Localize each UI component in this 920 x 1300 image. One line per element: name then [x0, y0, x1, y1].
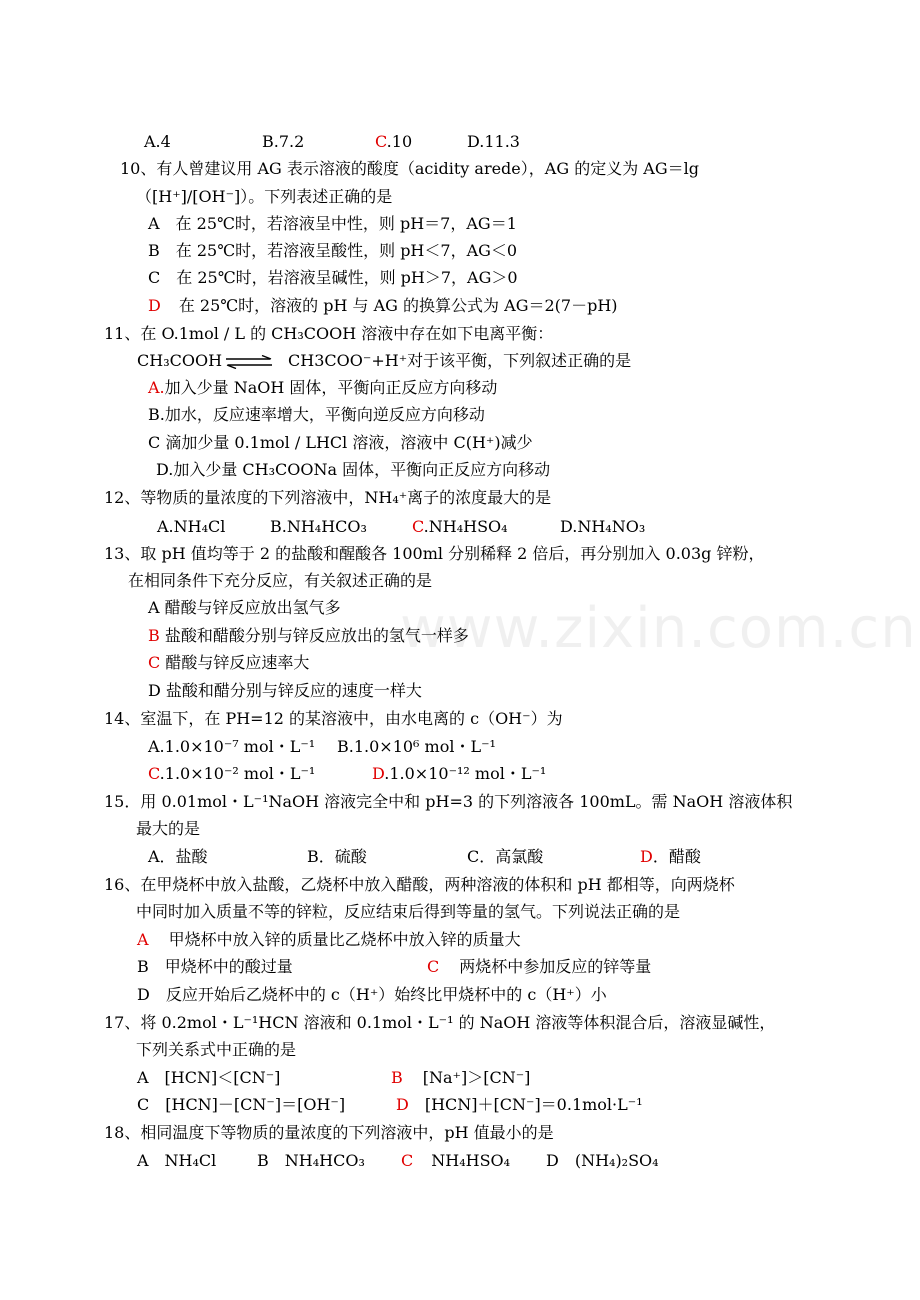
answer-mark: C — [427, 957, 440, 976]
q15-option-b: B．硫酸 — [307, 847, 367, 866]
q18-option-d: D (NH₄)₂SO₄ — [546, 1151, 659, 1170]
q9-option-b: B.7.2 — [262, 132, 305, 151]
answer-mark: B — [148, 626, 160, 645]
q15-stem: 15．用 0.01mol・L⁻¹NaOH 溶液完全中和 pH=3 的下列溶液各 100mL。需 NaOH 溶液体积 — [104, 792, 793, 811]
q16-stem-cont: 中同时加入质量不等的锌粒，反应结束后得到等量的氢气。下列说法正确的是 — [136, 902, 681, 921]
answer-mark: D — [640, 847, 653, 866]
q15-option-a: A．盐酸 — [148, 847, 208, 866]
answer-mark: D — [372, 764, 385, 783]
q14-option-c: C.1.0×10⁻² mol・L⁻¹ — [148, 764, 316, 783]
q10-stem: 10、有人曾建议用 AG 表示溶液的酸度（acidity arede），AG 的定义为 AG＝lg — [120, 159, 699, 178]
answer-mark: D — [396, 1095, 409, 1114]
q16-stem: 16、在甲烧杯中放入盐酸，乙烧杯中放入醋酸，两种溶液的体积和 pH 都相等，向两烧杯 — [104, 875, 735, 894]
q15-stem-cont: 最大的是 — [136, 819, 201, 838]
watermark: www.zixin.com.cn — [400, 596, 917, 661]
q12-option-b: B.NH₄HCO₃ — [270, 517, 367, 536]
q11-stem: 11、在 O.1mol / L 的 CH₃COOH 溶液中存在如下电离平衡： — [104, 324, 554, 343]
q11-option-b: B.加水，反应速率增大，平衡向逆反应方向移动 — [148, 405, 485, 424]
q17-option-c: C [HCN]－[CN⁻]＝[OH⁻] — [137, 1095, 346, 1114]
q10-option-a: A 在 25℃时，若溶液呈中性，则 pH＝7，AG＝1 — [148, 214, 517, 233]
q9-option-a: A.4 — [144, 132, 171, 151]
q17-option-d: D [HCN]＋[CN⁻]＝0.1mol·L⁻¹ — [396, 1095, 643, 1114]
q18-option-c: C NH₄HSO₄ — [401, 1151, 511, 1170]
q10-option-d: D 在 25℃时，溶液的 pH 与 AG 的换算公式为 AG＝2(7－pH) — [148, 296, 618, 315]
q14-option-d: D.1.0×10⁻¹² mol・L⁻¹ — [372, 764, 547, 783]
q16-option-d: D 反应开始后乙烧杯中的 c（H⁺）始终比甲烧杯中的 c（H⁺）小 — [137, 985, 607, 1004]
q18-option-b: B NH₄HCO₃ — [257, 1151, 365, 1170]
q14-option-a: A.1.0×10⁻⁷ mol・L⁻¹ — [148, 737, 316, 756]
q10-option-c: C 在 25℃时，岩溶液呈碱性，则 pH＞7，AG＞0 — [148, 268, 518, 287]
q13-option-b: B 盐酸和醋酸分别与锌反应放出的氢气一样多 — [148, 626, 469, 645]
q12-option-c: C.NH₄HSO₄ — [412, 517, 508, 536]
q15-option-c: C．高氯酸 — [467, 847, 544, 866]
q15-option-d: D．醋酸 — [640, 847, 701, 866]
q12-option-d: D.NH₄NO₃ — [560, 517, 646, 536]
q17-stem: 17、将 0.2mol・L⁻¹HCN 溶液和 0.1mol・L⁻¹ 的 NaOH 溶液等体积混合后，溶液显碱性， — [104, 1013, 776, 1032]
q14-option-b: B.1.0×10⁶ mol・L⁻¹ — [337, 737, 496, 756]
q11-option-d: D.加入少量 CH₃COONa 固体，平衡向正反应方向移动 — [156, 460, 551, 479]
answer-mark: A. — [148, 378, 165, 397]
q13-option-a: A 醋酸与锌反应放出氢气多 — [148, 598, 341, 617]
q18-stem: 18、相同温度下等物质的量浓度的下列溶液中，pH 值最小的是 — [104, 1123, 554, 1142]
answer-mark: C — [375, 132, 387, 151]
q16-option-a: A 甲烧杯中放入锌的质量比乙烧杯中放入锌的质量大 — [137, 930, 521, 949]
answer-mark: A — [137, 930, 149, 949]
q12-option-a: A.NH₄Cl — [157, 517, 226, 536]
q13-option-c: C 醋酸与锌反应速率大 — [148, 653, 310, 672]
answer-mark: D — [148, 296, 161, 315]
q10-stem-cont: （[H⁺]/[OH⁻]）。下列表述正确的是 — [136, 187, 393, 206]
answer-mark: C — [412, 517, 424, 536]
q17-option-a: A [HCN]＜[CN⁻] — [137, 1068, 281, 1087]
q18-option-a: A NH₄Cl — [137, 1151, 217, 1170]
q9-option-d: D.11.3 — [467, 132, 520, 151]
q10-option-b: B 在 25℃时，若溶液呈酸性，则 pH＜7，AG＜0 — [148, 241, 518, 260]
q11-option-c: C 滴加少量 0.1mol / LHCl 溶液，溶液中 C(H⁺)减少 — [148, 433, 533, 452]
q14-stem: 14、室温下，在 PH=12 的某溶液中，由水电离的 c（OH⁻）为 — [104, 709, 563, 728]
answer-mark: B — [391, 1068, 403, 1087]
q17-option-b: B [Na⁺]＞[CN⁻] — [391, 1068, 531, 1087]
q11-option-a: A.加入少量 NaOH 固体，平衡向正反应方向移动 — [148, 378, 498, 397]
q9-option-c: C.10 — [375, 132, 413, 151]
answer-mark: C — [148, 764, 160, 783]
q17-stem-cont: 下列关系式中正确的是 — [136, 1040, 297, 1059]
q13-stem: 13、取 pH 值均等于 2 的盐酸和醒酸各 100ml 分别稀释 2 倍后，再分别加入 0.03g 锌粉， — [104, 544, 765, 563]
equilibrium-arrow-icon — [224, 355, 274, 369]
answer-mark: C — [148, 653, 161, 672]
answer-mark: C — [401, 1151, 414, 1170]
q13-option-d: D 盐酸和醋分别与锌反应的速度一样大 — [148, 681, 422, 700]
q16-option-c: C 两烧杯中参加反应的锌等量 — [427, 957, 652, 976]
q16-option-b: B 甲烧杯中的酸过量 — [137, 957, 293, 976]
q12-stem: 12、等物质的量浓度的下列溶液中，NH₄⁺离子的浓度最大的是 — [104, 488, 552, 507]
q11-equation: CH₃COOH CH3COO⁻+H⁺对于该平衡，下列叙述正确的是 — [137, 351, 632, 370]
q13-stem-cont: 在相同条件下充分反应，有关叙述正确的是 — [128, 571, 433, 590]
